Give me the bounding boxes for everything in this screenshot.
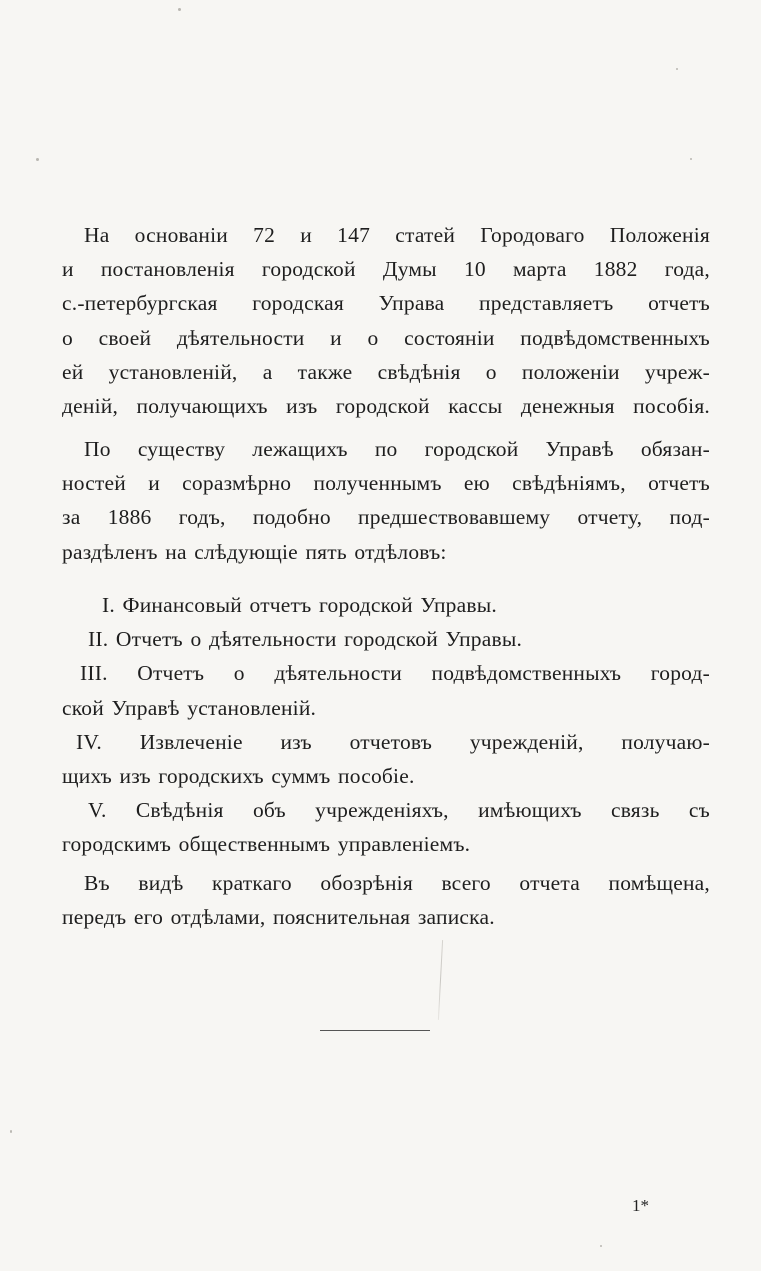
intro-paragraph [62,218,710,423]
section-numeral: II. [88,627,109,652]
section-numeral: V. [88,798,107,823]
section-item-5-continued: городскимъ общественнымъ управленіемъ. [62,832,471,857]
section-numeral: I. [102,593,115,617]
text-line: деній, получающихъ изъ городской кассы денежныя пособія. [62,394,710,419]
paper-speck [690,158,692,160]
section-title: Извлеченіе изъ отчетовъ учрежденій, получаю- [139,729,710,754]
text-line: На основаніи 72 и 147 статей Городоваго Положенія [84,223,710,247]
text-line: раздѣленъ на слѣдующіе пять отдѣловъ: [62,539,447,564]
section-item-3-continued: ской Управѣ установленій. [62,695,317,720]
page-number: 1* [632,1196,649,1215]
paper-speck [10,1130,12,1133]
paper-speck [600,1245,602,1247]
structure-paragraph [62,432,710,569]
text-line: с.-петербургская городская Управа представляетъ отчетъ [62,291,710,316]
text-line: ей установленій, а также свѣдѣнія о положеніи учреж- [62,359,710,384]
text-line: Въ видѣ краткаго обозрѣнія всего отчета помѣщена, [84,871,710,895]
paper-speck [676,68,678,70]
text-line: передъ его отдѣлами, пояснительная записка. [62,905,495,930]
sections-list [62,588,710,862]
section-title: Отчетъ о дѣятельности подвѣдомственныхъ город- [137,661,710,686]
text-line: о своей дѣятельности и о состояніи подвѣдомственныхъ [62,325,710,350]
paper-speck [178,8,181,11]
section-item-3 [62,656,710,690]
section-numeral: III. [80,661,108,686]
section-item-4 [62,725,710,759]
section-item-1 [62,588,710,622]
text-line: По существу лежащихъ по городской Управѣ обязан- [84,437,710,461]
section-title: Свѣдѣнія объ учрежденіяхъ, имѣющихъ связь съ [135,798,710,823]
closing-paragraph [62,866,710,934]
text-line: за 1886 годъ, подобно предшествовавшему отчету, под- [62,505,710,530]
paper-speck [36,158,39,161]
section-title: Отчетъ о дѣятельности городской Управы. [115,627,523,652]
paper-crease [438,940,443,1020]
section-item-4-continued: щихъ изъ городскихъ суммъ пособіе. [62,764,415,789]
section-numeral: IV. [76,729,102,754]
separator-rule [320,1030,430,1031]
section-item-2 [62,622,710,656]
section-title: Финансовый отчетъ городской Управы. [122,593,497,617]
section-item-5 [62,793,710,827]
text-line: и постановленія городской Думы 10 марта 1882 года, [62,257,710,282]
text-line: ностей и соразмѣрно полученнымъ ею свѣдѣніямъ, отчетъ [62,471,710,496]
